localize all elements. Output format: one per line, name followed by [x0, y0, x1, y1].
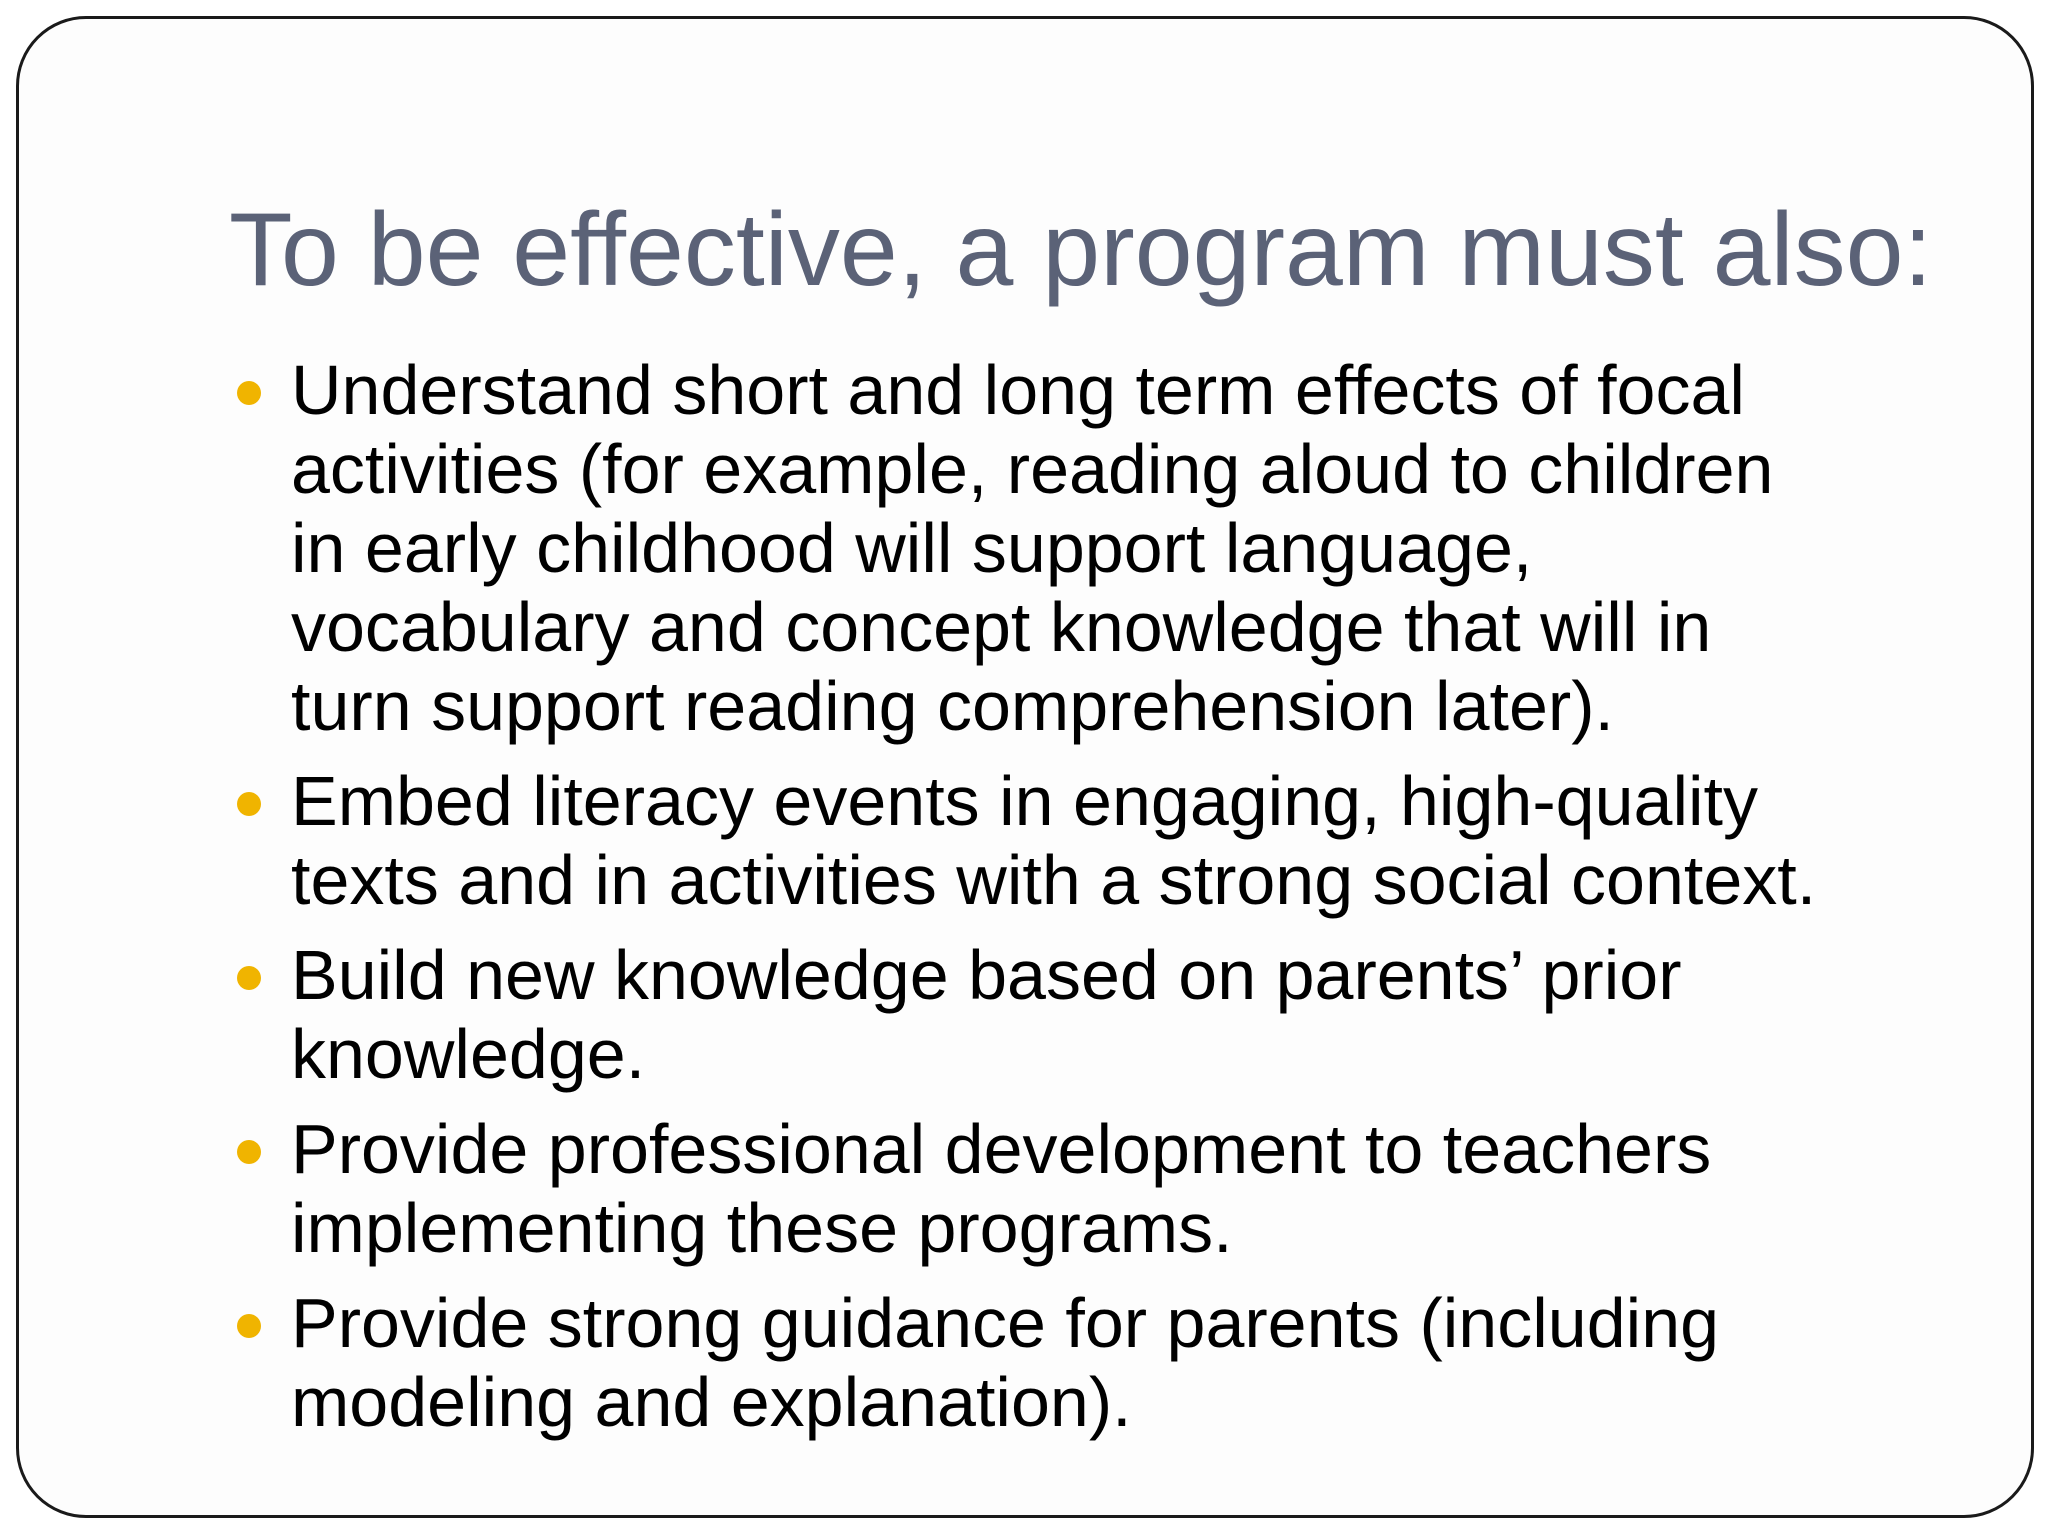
- bullet-list: [229, 351, 2009, 1458]
- bullet-dot-icon: [237, 1140, 261, 1164]
- bullet-text: Build new knowledge based on parents’ prior knowledge.: [291, 936, 1682, 1093]
- bullet-text: Provide strong guidance for parents (including modeling and explanation).: [291, 1284, 1720, 1441]
- slide-frame: [16, 16, 2034, 1518]
- bullet-item: [229, 351, 2009, 746]
- bullet-item: [229, 936, 2009, 1094]
- bullet-dot-icon: [237, 966, 261, 990]
- bullet-text: Provide professional development to teachers implementing these programs.: [291, 1110, 1712, 1267]
- bullet-item: [229, 1110, 2009, 1268]
- bullet-dot-icon: [237, 792, 261, 816]
- bullet-item: [229, 762, 2009, 920]
- bullet-text: Understand short and long term effects of focal activities (for example, reading aloud to children in early childhood will support language, vocabulary and concept knowledge that will in turn support reading comprehension later).: [291, 351, 1774, 745]
- bullet-dot-icon: [237, 1314, 261, 1338]
- bullet-item: [229, 1284, 2009, 1442]
- bullet-text: Embed literacy events in engaging, high-quality texts and in activities with a strong social context.: [291, 762, 1817, 919]
- bullet-dot-icon: [237, 381, 261, 405]
- slide-title: To be effective, a program must also:: [229, 192, 1933, 308]
